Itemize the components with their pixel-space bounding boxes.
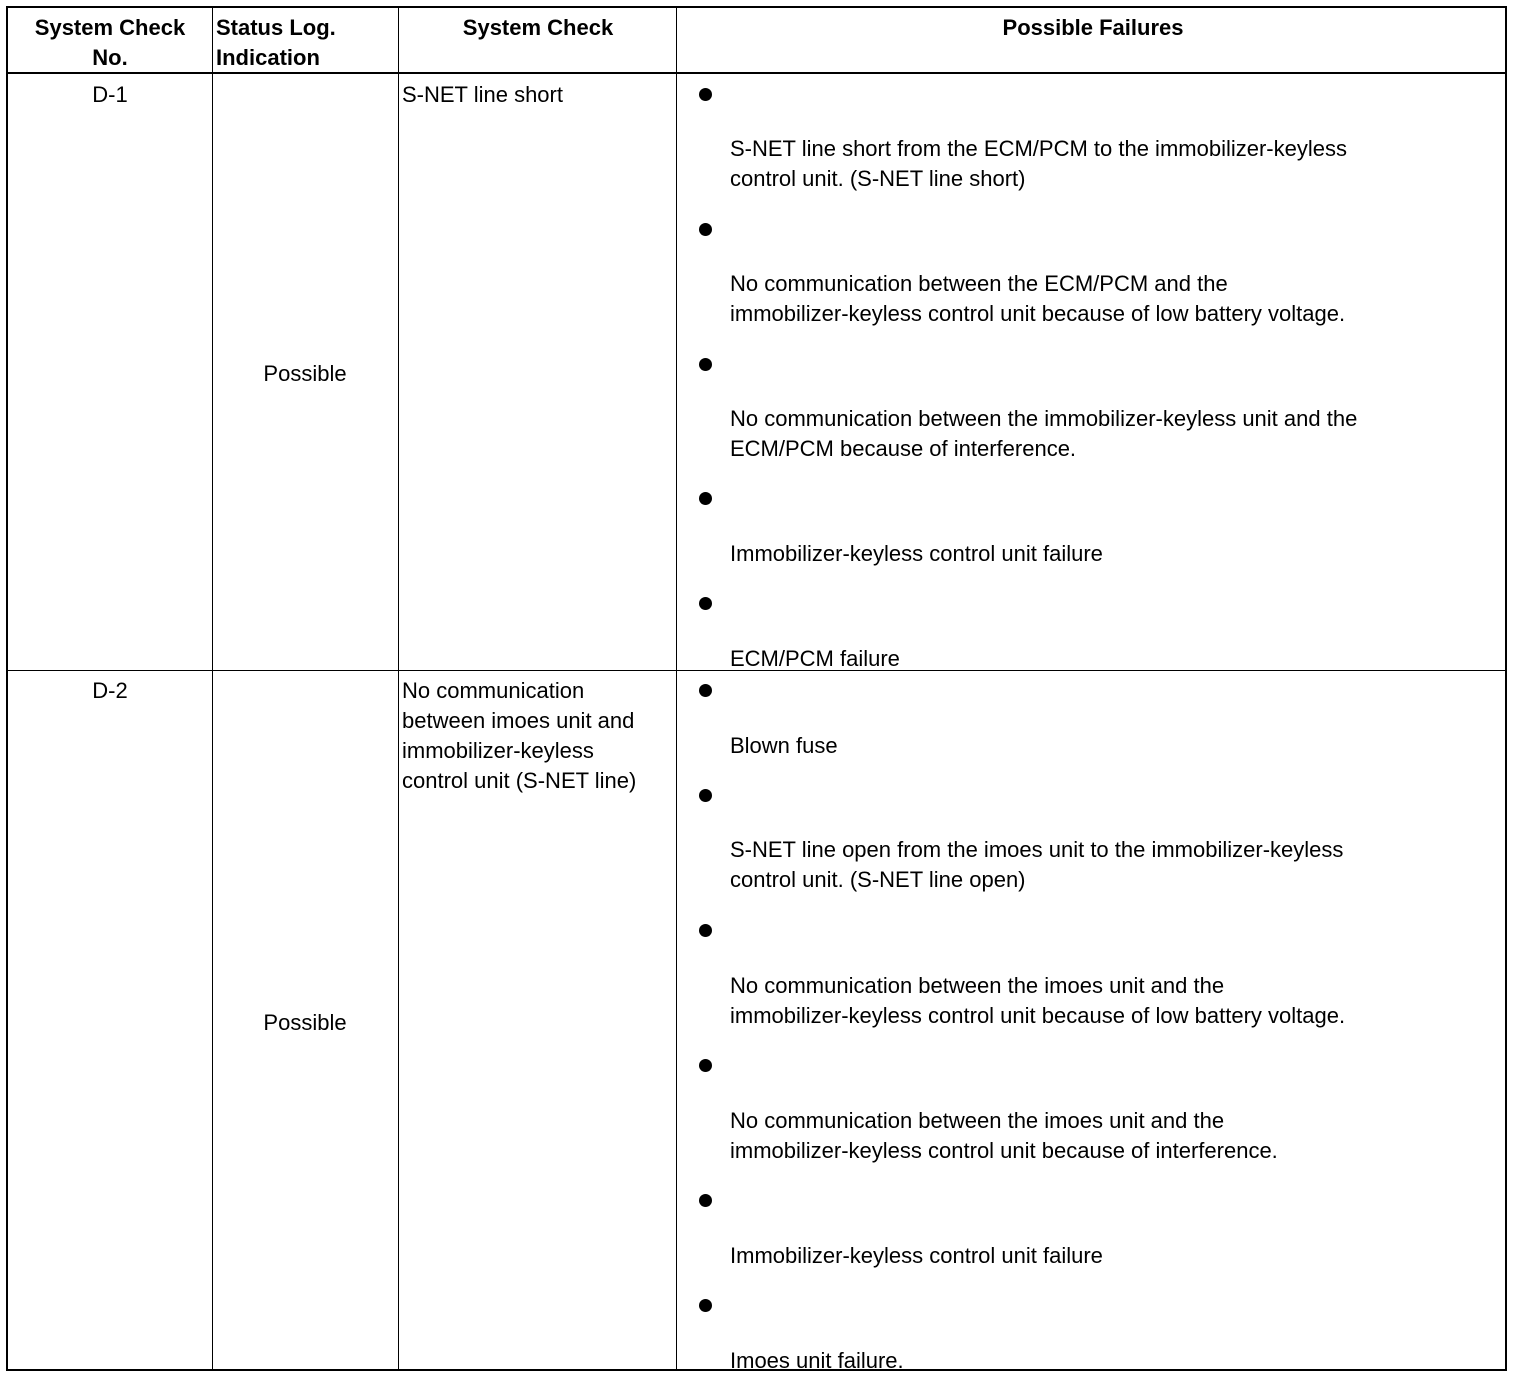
header-status-log-line2: Indication [216,45,320,70]
failure-item: Imoes unit failure. [730,1348,904,1368]
failure-item: No communication between the ECM/PCM and the immobilizer-keyless control unit because of low battery voltage. [730,271,1346,326]
failure-item: No communication between the immobilizer-keyless unit and the ECM/PCM because of interference. [730,406,1358,461]
bullet-icon [699,88,712,101]
header-status-log-line1: Status Log. [216,15,336,40]
bullet-icon [699,492,712,505]
column-divider [398,8,399,1369]
bullet-icon [699,223,712,236]
header-system-check-no-line2: No. [92,45,128,70]
failure-item: Immobilizer-keyless control unit failure [730,1243,1103,1268]
column-divider [212,8,213,1369]
failure-item: No communication between the imoes unit and the immobilizer-keyless control unit because of low battery voltage. [730,973,1346,1028]
bullet-icon [699,684,712,697]
system-check-d2: No communication between imoes unit and immobilizer-keyless control unit (S-NET line) [402,678,637,793]
bullet-icon [699,1059,712,1072]
header-system-check: System Check [462,15,614,40]
failure-table [6,6,1507,1371]
bullet-icon [699,924,712,937]
column-divider [676,8,677,1369]
status-log-d2: Possible [263,1010,347,1035]
failure-item: S-NET line short from the ECM/PCM to the immobilizer-keyless control unit. (S-NET line short) [730,136,1347,191]
bullet-icon [699,1194,712,1207]
status-log-d1: Possible [263,361,347,386]
failure-item: S-NET line open from the imoes unit to the immobilizer-keyless control unit. (S-NET line open) [730,837,1344,892]
failure-item: No communication between the imoes unit and the immobilizer-keyless control unit because of interference. [730,1108,1278,1163]
header-possible-failures: Possible Failures [1002,15,1184,40]
failure-item: Blown fuse [730,733,838,758]
bullet-icon [699,1299,712,1312]
header-system-check-no-line1: System Check [34,15,186,40]
bullet-icon [699,597,712,610]
failure-item: Immobilizer-keyless control unit failure [730,541,1103,566]
system-check-d1: S-NET line short [402,82,563,107]
check-no-d1: D-1 [92,82,128,107]
check-no-d2: D-2 [92,678,128,703]
header-system-check-no [8,13,212,73]
bullet-icon [699,358,712,371]
header-status-log [216,13,336,73]
bullet-icon [699,789,712,802]
failure-item: ECM/PCM failure [730,646,900,671]
